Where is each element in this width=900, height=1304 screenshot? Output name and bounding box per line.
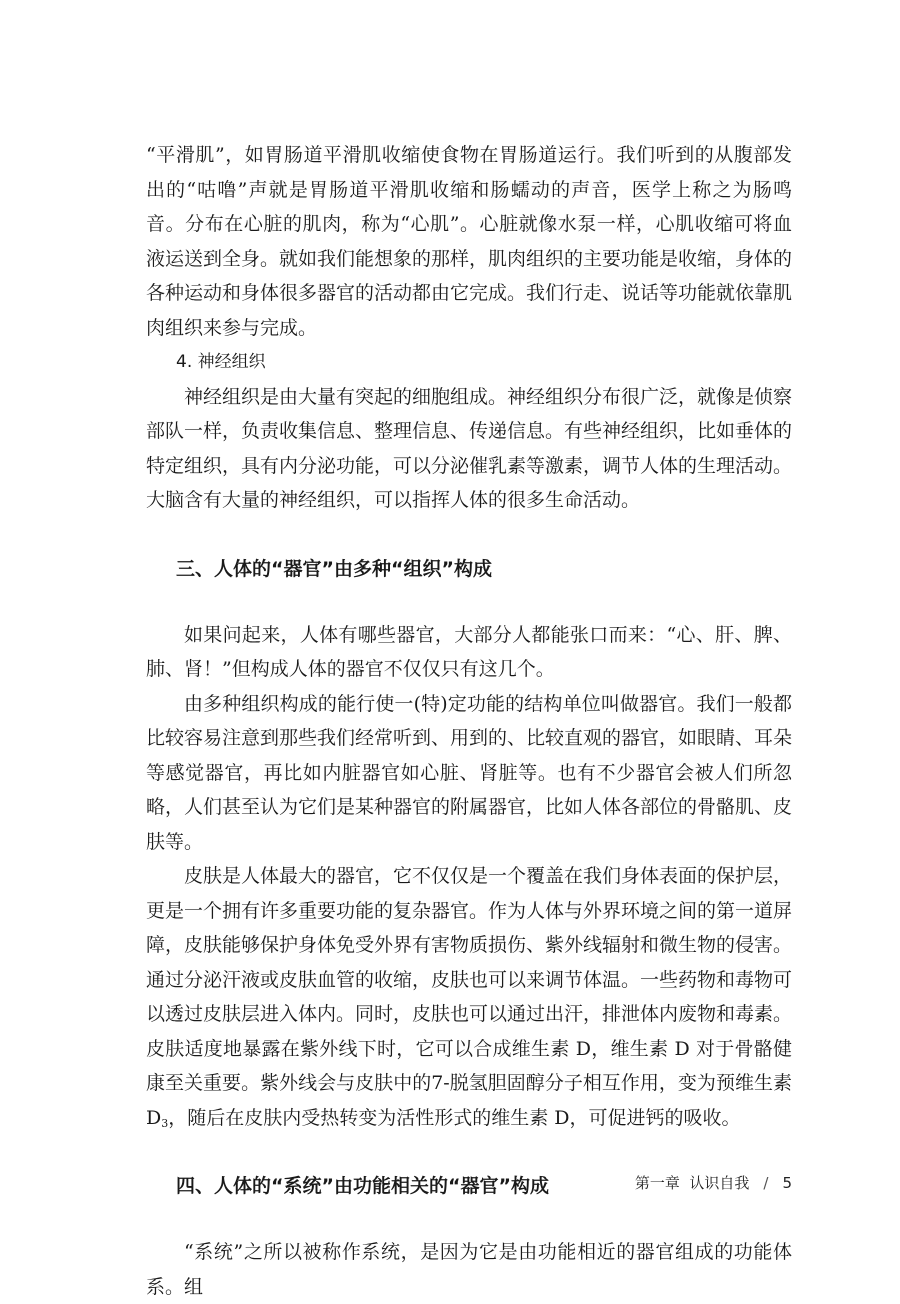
subheading-nerve-tissue: 4. 神经组织 [176, 352, 266, 372]
paragraph-nerve-tissue: 神经组织是由大量有突起的细胞组成。神经组织分布很广泛，就像是侦察部队一样，负责收集信息、整理信息、传递信息。有些神经组织，比如垂体的特定组织，具有内分泌功能，可以分泌催乳素等激素，调节人体的生理活动。大脑含有大量的神经组织，可以指挥人体的很多生命活动。 [146, 385, 793, 511]
page-number: 5 [782, 1174, 792, 1192]
subscript-3: 3 [161, 1116, 169, 1130]
footer-chapter: 第一章 [634, 1174, 680, 1192]
section-heading-systems: 四、人体的“系统”由功能相关的“器官”构成 [176, 1175, 549, 1197]
body-text [146, 138, 792, 1304]
paragraph-smooth-muscle: “平滑肌”，如胃肠道平滑肌收缩使食物在胃肠道运行。我们听到的从腹部发出的“咕噜”声就是胃肠道平滑肌收缩和肠蠕动的声音，医学上称之为肠鸣音。分布在心脏的肌肉，称为“心肌”。心脏就像水泵一样，心肌收缩可将血液运送到全身。就如我们能想象的那样，肌肉组织的主要功能是收缩，身体的各种运动和身体很多器官的活动都由它完成。我们行走、说话等功能就依靠肌肉组织来参与完成。 [146, 144, 793, 339]
paragraph-organs-intro: 如果问起来，人体有哪些器官，大部分人都能张口而来：“心、肝、脾、肺、肾！”但构成人体的器官不仅仅只有这几个。 [146, 623, 792, 680]
paragraph-skin [146, 859, 792, 1135]
section-heading-organs: 三、人体的“器官”由多种“组织”构成 [176, 557, 492, 580]
paragraph-skin-part1: 皮肤是人体最大的器官，它不仅仅是一个覆盖在我们身体表面的保护层，更是一个拥有许多重要功能的复杂器官。作为人体与外界环境之间的第一道屏障，皮肤能够保护身体免受外界有害物质损伤、紫外线辐射和微生物的侵害。通过分泌汗液或皮肤血管的收缩，皮肤也可以来调节体温。一些药物和毒物可以透过皮肤层进入体内。同时，皮肤也可以通过出汗，排泄体内废物和毒素。皮肤适度地暴露在紫外线下时，它可以合成维生素 D，维生素 D 对于骨骼健康至关重要。紫外线会与皮肤中的7-脱氢胆固醇分子相互作用，变为预维生素 D [146, 865, 793, 1129]
page-footer [635, 1172, 792, 1193]
paragraph-systems: “系统”之所以被称作系统，是因为它是由功能相近的器官组成的功能体系。组 [146, 1241, 792, 1298]
paragraph-organs-definition: 由多种组织构成的能行使一(特)定功能的结构单位叫做器官。我们一般都比较容易注意到那些我们经常听到、用到的、比较直观的器官，如眼睛、耳朵等感觉器官，再比如内脏器官如心脏、肾脏等。也有不少器官会被人们所忽略，人们甚至认为它们是某种器官的附属器官，比如人体各部位的骨骼肌、皮肤等。 [146, 692, 793, 853]
footer-separator: / [763, 1174, 769, 1192]
paragraph-skin-part2: ，随后在皮肤内受热转变为活性形式的维生素 D，可促进钙的吸收。 [168, 1106, 741, 1129]
footer-chapter-title: 认识自我 [689, 1174, 750, 1192]
